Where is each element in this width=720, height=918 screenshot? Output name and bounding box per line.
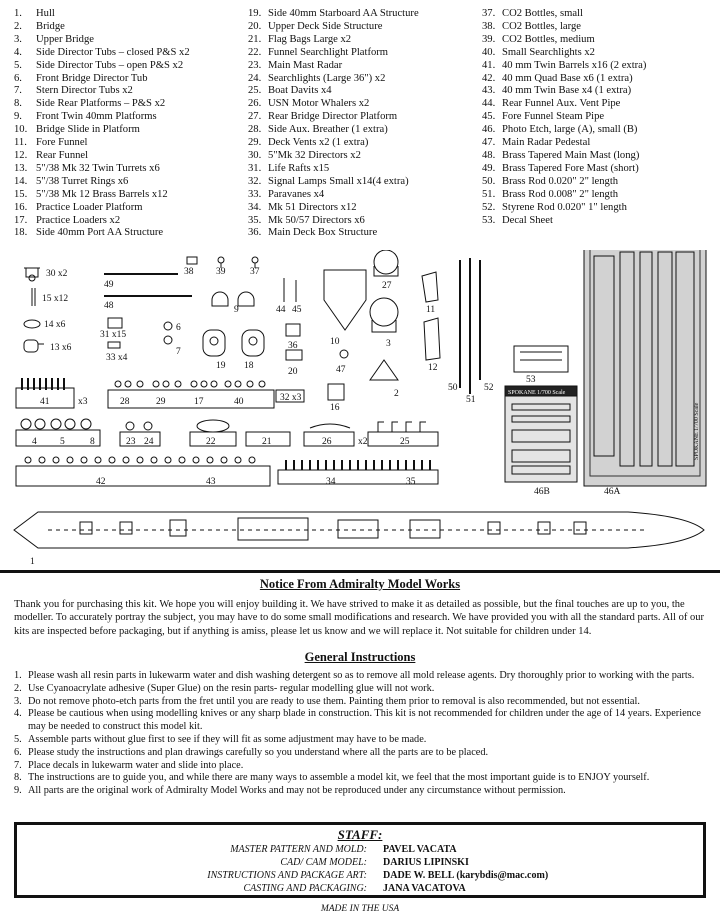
label-19: 19: [216, 361, 226, 371]
part-label: 40 mm Quad Base x6 (1 extra): [502, 72, 633, 84]
part-47-pedestal-drawing: [340, 350, 348, 358]
part-number: 32.: [248, 175, 262, 187]
label-25: 25: [400, 437, 410, 447]
part-number: 48.: [482, 149, 496, 161]
part-number: 9.: [14, 111, 22, 123]
part-label: Flag Bags Large x2: [268, 33, 352, 45]
staff-title: STAFF:: [337, 827, 383, 842]
label-36: 36: [288, 341, 298, 351]
instruction-item: [14, 683, 710, 696]
staff-role: MASTER PATTERN AND MOLD:: [230, 844, 367, 855]
label-2: 2: [394, 389, 399, 399]
part-item: [14, 47, 248, 60]
part-item: [14, 124, 248, 137]
part-number: 11.: [14, 137, 27, 149]
part-label: 5"/38 Mk 12 Brass Barrels x12: [36, 188, 168, 200]
part-number: 28.: [248, 124, 262, 136]
part-item: [248, 202, 482, 215]
part-4-5-8-drawing: [16, 419, 100, 446]
staff-name: PAVEL VACATA: [383, 844, 457, 855]
label-8: 8: [90, 437, 95, 447]
part-label: Fore Funnel: [36, 137, 88, 149]
part-number: 1.: [14, 8, 22, 19]
label-42: 42: [96, 477, 106, 487]
part-label: Bridge: [36, 20, 65, 32]
part-item: [14, 73, 248, 86]
fret-large-scale-label: SPOKANE 1/700 Scale: [694, 402, 700, 460]
label-11: 11: [426, 305, 436, 315]
part-15-barrel-drawing: [32, 288, 35, 306]
label-24: 24: [144, 437, 154, 447]
part-number: 46.: [482, 124, 496, 136]
part-item: [14, 202, 248, 215]
part-label: Side Rear Platforms – P&S x2: [36, 98, 166, 110]
part-item: [248, 150, 482, 163]
label-27: 27: [382, 281, 392, 291]
label-40: 40: [234, 397, 244, 407]
part-number: 29.: [248, 137, 262, 149]
part-number: 30.: [248, 149, 262, 161]
instruction-text: Use Cyanoacrylate adhesive (Super Glue) on the resin parts- regular modelling glue will not work.: [28, 682, 435, 694]
label-26-x2: x2: [358, 437, 368, 447]
part-label: 40 mm Twin Base x4 (1 extra): [502, 85, 632, 97]
part-label: Upper Bridge: [36, 33, 94, 45]
instruction-text: Please study the instructions and plan drawings carefully so you understand where all the parts are to be placed.: [28, 746, 489, 758]
part-number: 44.: [482, 98, 496, 110]
part-46b-fret-drawing: [505, 386, 577, 482]
part-item: [248, 47, 482, 60]
part-number: 22.: [248, 46, 262, 58]
instruction-item: [14, 747, 710, 760]
part-item: [482, 98, 714, 111]
part-12-funnel-drawing: [424, 318, 440, 360]
part-36-box-drawing: [286, 324, 300, 336]
made-in-footer: MADE IN THE USA: [320, 904, 400, 914]
part-label: Deck Vents x2 (1 extra): [268, 137, 369, 149]
part-item: [482, 124, 714, 137]
part-6-7-tubs-drawing: [164, 322, 172, 344]
label-37: 37: [250, 267, 260, 277]
part-19-structure-drawing: [203, 330, 225, 356]
part-11-funnel-drawing: [422, 272, 438, 302]
label-6: 6: [176, 323, 181, 333]
part-number: 4.: [14, 46, 22, 58]
part-label: Brass Tapered Main Mast (long): [502, 149, 640, 161]
part-number: 13.: [14, 162, 28, 174]
part-number: 10.: [14, 124, 28, 136]
part-number: 52.: [482, 201, 496, 213]
part-item: [248, 137, 482, 150]
part-number: 37.: [482, 8, 496, 19]
part-number: 40.: [482, 46, 496, 58]
part-9-platform-drawing: [212, 292, 254, 306]
part-label: Styrene Rod 0.020" 1" length: [502, 201, 627, 213]
part-number: 3.: [14, 33, 22, 45]
label-7: 7: [176, 347, 181, 357]
part-number: 36.: [248, 227, 262, 239]
label-1: 1: [30, 557, 35, 567]
part-label: Main Deck Box Structure: [268, 227, 378, 239]
part-item: [248, 111, 482, 124]
part-item: [482, 73, 714, 86]
part-item: [14, 176, 248, 189]
part-label: Side Aux. Breather (1 extra): [268, 124, 388, 136]
label-23: 23: [126, 437, 136, 447]
part-label: Main Mast Radar: [268, 59, 343, 71]
part-number: 15.: [14, 188, 28, 200]
label-34: 34: [326, 477, 336, 487]
label-32: 32 x3: [280, 393, 302, 403]
part-item: [482, 34, 714, 47]
part-number: 51.: [482, 188, 496, 200]
part-label: Signal Lamps Small x14(4 extra): [268, 175, 409, 187]
part-label: Decal Sheet: [502, 214, 553, 226]
part-item: [248, 215, 482, 228]
part-item: [482, 189, 714, 202]
label-20: 20: [288, 367, 298, 377]
part-item: [248, 98, 482, 111]
part-item: [248, 124, 482, 137]
part-label: Rear Bridge Director Platform: [268, 111, 398, 123]
label-41-x3: x3: [78, 397, 88, 407]
part-number: 53.: [482, 214, 496, 226]
part-10-platform-drawing: [324, 270, 366, 330]
instruction-text: Please wash all resin parts in lukewarm water and dish washing detergent so as to remove all mold release agents. Dry thoroughly prior to working with the parts.: [28, 670, 695, 681]
staff-name: DADE W. BELL (karybdis@mac.com): [383, 870, 549, 881]
instruction-number: 5.: [14, 733, 22, 745]
staff-role: CAD/ CAM MODEL:: [280, 857, 367, 868]
part-item: [14, 111, 248, 124]
label-17: 17: [194, 397, 204, 407]
part-item: [482, 215, 714, 228]
part-item: [482, 47, 714, 60]
part-item: [248, 34, 482, 47]
instruction-item: [14, 785, 710, 798]
part-46a-fret-drawing: [584, 250, 706, 486]
part-number: 18.: [14, 227, 28, 239]
part-number: 49.: [482, 162, 496, 174]
label-21: 21: [262, 437, 272, 447]
label-44: 44: [276, 305, 286, 315]
part-number: 6.: [14, 72, 22, 84]
part-38-bottles-drawing: [187, 257, 197, 264]
part-label: Side Director Tubs – open P&S x2: [36, 59, 184, 71]
part-item: [14, 215, 248, 228]
part-number: 27.: [248, 111, 262, 123]
part-item: [14, 227, 248, 240]
label-41: 41: [40, 397, 50, 407]
part-2-bridge-drawing: [370, 360, 398, 380]
part-31-raft-drawing: [108, 318, 122, 328]
part-label: Bridge Slide in Platform: [36, 124, 140, 136]
part-item: [482, 85, 714, 98]
staff-role: CASTING AND PACKAGING:: [243, 883, 367, 894]
part-number: 2.: [14, 20, 22, 32]
part-53-decal-drawing: [514, 346, 568, 372]
instruction-text: Please be cautious when using modelling knives or any sharp blade in construction. This kit is not recommended for children under the age of 14 years. Experience may be needed to construct this model kit.: [28, 708, 701, 733]
label-51: 51: [466, 395, 476, 405]
part-label: Searchlights (Large 36") x2: [268, 72, 386, 84]
part-label: Mk 50/57 Directors x6: [268, 214, 365, 226]
label-3: 3: [386, 339, 391, 349]
label-15: 15 x12: [42, 294, 69, 304]
part-item: [248, 73, 482, 86]
part-number: 31.: [248, 162, 262, 174]
instruction-text: Do not remove photo-etch parts from the fret until you are ready to use them. Painting them prior to removal is also recommended, but not essential.: [28, 695, 640, 707]
label-9: 9: [234, 305, 239, 315]
part-item: [482, 176, 714, 189]
instruction-text: Assemble parts without glue first to see if they will fit as some adjustment may have to be made.: [28, 733, 427, 745]
part-number: 16.: [14, 201, 28, 213]
label-4: 4: [32, 437, 37, 447]
part-number: 24.: [248, 72, 262, 84]
instruction-item: [14, 708, 710, 734]
part-item: [248, 85, 482, 98]
instruction-item: [14, 772, 710, 785]
part-number: 38.: [482, 20, 496, 32]
part-label: Rear Funnel Aux. Vent Pipe: [502, 98, 621, 110]
instruction-number: 8.: [14, 772, 22, 784]
part-label: USN Motor Whalers x2: [268, 98, 370, 110]
part-number: 23.: [248, 59, 262, 71]
part-44-45-pipes-drawing: [284, 278, 296, 302]
part-item: [248, 227, 482, 240]
part-item: [14, 60, 248, 73]
instruction-number: 6.: [14, 746, 22, 758]
part-label: Brass Tapered Fore Mast (short): [502, 162, 639, 174]
part-item: [248, 176, 482, 189]
part-13-turret-drawing: [24, 340, 44, 352]
part-33-paravane-drawing: [108, 342, 120, 348]
label-30: 30 x2: [46, 269, 68, 279]
part-item: [14, 150, 248, 163]
part-number: 20.: [248, 20, 262, 32]
part-item: [482, 163, 714, 176]
label-48: 48: [104, 301, 114, 311]
instruction-number: 3.: [14, 695, 22, 707]
part-item: [248, 60, 482, 73]
section-divider: [0, 570, 720, 573]
parts-diagram: [8, 250, 712, 568]
part-label: Side 40mm Port AA Structure: [36, 227, 164, 239]
label-38: 38: [184, 267, 194, 277]
part-label: CO2 Bottles, large: [502, 20, 581, 32]
part-18-structure-drawing: [242, 330, 264, 356]
part-item: [14, 189, 248, 202]
part-item: [482, 111, 714, 124]
label-31: 31 x15: [100, 330, 127, 340]
part-item: [248, 189, 482, 202]
part-number: 17.: [14, 214, 28, 226]
label-13: 13 x6: [50, 343, 72, 353]
part-item: [482, 8, 714, 21]
part-label: 40 mm Twin Barrels x16 (2 extra): [502, 59, 647, 71]
instruction-item: [14, 760, 710, 773]
part-label: Hull: [36, 8, 55, 19]
part-item: [14, 8, 248, 21]
part-label: Side Director Tubs – closed P&S x2: [36, 46, 190, 58]
part-item: [482, 60, 714, 73]
part-item: [248, 21, 482, 34]
part-label: Mk 51 Directors x12: [268, 201, 357, 213]
general-instructions-title: General Instructions: [304, 650, 416, 664]
staff-name: DARIUS LIPINSKI: [383, 857, 469, 868]
part-20-structure-drawing: [286, 350, 302, 360]
part-number: 12.: [14, 149, 28, 161]
parts-column-3: [482, 8, 714, 244]
label-49: 49: [104, 280, 114, 290]
part-number: 21.: [248, 33, 262, 45]
label-53: 53: [526, 375, 536, 385]
label-52: 52: [484, 383, 494, 393]
instruction-item: [14, 734, 710, 747]
part-label: Funnel Searchlight Platform: [268, 46, 389, 58]
part-label: Boat Davits x4: [268, 85, 332, 97]
instruction-text: All parts are the original work of Admiralty Model Works and may not be reproduced under any circumstance without permission.: [28, 785, 566, 797]
general-instructions-list: [14, 670, 710, 798]
label-35: 35: [406, 477, 416, 487]
part-label: Small Searchlights x2: [502, 46, 595, 58]
part-label: 5"/38 Mk 32 Twin Turrets x6: [36, 162, 160, 174]
part-label: Photo Etch, large (A), small (B): [502, 124, 638, 136]
part-number: 34.: [248, 201, 262, 213]
instruction-item: [14, 670, 710, 683]
part-label: CO2 Bottles, medium: [502, 33, 595, 45]
label-16: 16: [330, 403, 340, 413]
part-label: Front Bridge Director Tub: [36, 72, 148, 84]
part-number: 50.: [482, 175, 496, 187]
label-47: 47: [336, 365, 346, 375]
part-1-hull-drawing: [14, 512, 704, 548]
label-26: 26: [322, 437, 332, 447]
part-label: Front Twin 40mm Platforms: [36, 111, 157, 123]
instruction-number: 9.: [14, 785, 22, 797]
part-number: 14.: [14, 175, 28, 187]
fret-small-scale-label: SPOKANE 1/700 Scale: [508, 390, 566, 396]
parts-column-1: [14, 8, 248, 244]
instruction-number: 2.: [14, 682, 22, 694]
label-29: 29: [156, 397, 166, 407]
part-label: Fore Funnel Steam Pipe: [502, 111, 605, 123]
label-45: 45: [292, 305, 302, 315]
label-14: 14 x6: [44, 320, 66, 330]
part-item: [14, 34, 248, 47]
part-label: Side 40mm Starboard AA Structure: [268, 8, 419, 19]
label-39: 39: [216, 267, 226, 277]
part-number: 43.: [482, 85, 496, 97]
part-number: 41.: [482, 59, 496, 71]
part-30-director-drawing: [24, 268, 40, 281]
part-label: 5"Mk 32 Directors x2: [268, 149, 361, 161]
part-label: 5"/38 Turret Rings x6: [36, 175, 129, 187]
instruction-text: Place decals in lukewarm water and slide into place.: [28, 759, 244, 771]
part-item: [14, 98, 248, 111]
part-number: 5.: [14, 59, 22, 71]
part-3-bridge-drawing: [370, 298, 398, 332]
part-number: 33.: [248, 188, 262, 200]
part-number: 7.: [14, 85, 22, 97]
part-label: Stern Director Tubs x2: [36, 85, 133, 97]
part-42-43-bases-drawing: [16, 457, 270, 486]
label-5: 5: [60, 437, 65, 447]
part-16-platform-drawing: [328, 384, 344, 400]
part-number: 25.: [248, 85, 262, 97]
parts-column-2: [248, 8, 482, 244]
label-46a: 46A: [604, 487, 621, 497]
label-22: 22: [206, 437, 216, 447]
notice-title: Notice From Admiralty Model Works: [259, 577, 461, 591]
part-label: Main Radar Pedestal: [502, 137, 591, 149]
part-item: [14, 85, 248, 98]
instruction-item: [14, 696, 710, 709]
label-33: 33 x4: [106, 353, 128, 363]
label-10: 10: [330, 337, 340, 347]
label-18: 18: [244, 361, 254, 371]
part-label: Brass Rod 0.020" 2" length: [502, 175, 619, 187]
part-number: 45.: [482, 111, 496, 123]
staff-name: JANA VACATOVA: [383, 883, 466, 894]
part-number: 26.: [248, 98, 262, 110]
part-label: Practice Loaders x2: [36, 214, 121, 226]
part-label: CO2 Bottles, small: [502, 8, 583, 19]
part-item: [14, 21, 248, 34]
label-43: 43: [206, 477, 216, 487]
part-item: [482, 137, 714, 150]
part-label: Brass Rod 0.008" 2" length: [502, 188, 619, 200]
part-27-platform-drawing: [374, 250, 398, 276]
part-label: Rear Funnel: [36, 149, 89, 161]
label-12: 12: [428, 363, 438, 373]
part-item: [248, 8, 482, 21]
part-number: 35.: [248, 214, 262, 226]
instruction-number: 4.: [14, 708, 22, 720]
part-item: [248, 163, 482, 176]
part-label: Upper Deck Side Structure: [268, 20, 383, 32]
part-number: 39.: [482, 33, 496, 45]
parts-list: [14, 8, 714, 244]
part-number: 19.: [248, 8, 262, 19]
part-item: [14, 137, 248, 150]
label-28: 28: [120, 397, 130, 407]
part-item: [14, 163, 248, 176]
instruction-number: 7.: [14, 759, 22, 771]
part-label: Life Rafts x15: [268, 162, 330, 174]
label-46b: 46B: [534, 487, 550, 497]
staff-box: [14, 822, 706, 898]
label-50: 50: [448, 383, 458, 393]
notice-body: Thank you for purchasing this kit. We hope you will enjoy building it. We have strived to make it as detailed as possible, but the final touches are up to you, the modeller. To accurately portray the subject, you may have to do some small modifications and research. We have provided you with all the standard parts. All of our kits are inspected before packaging, but if anything is amiss, please let us know and we will replace it. Not suitable for children under 14.: [14, 599, 704, 637]
part-28-29-17-40-drawing: [108, 381, 274, 408]
part-label: Practice Loader Platform: [36, 201, 143, 213]
part-item: [482, 202, 714, 215]
part-item: [482, 21, 714, 34]
part-item: [482, 150, 714, 163]
part-number: 47.: [482, 137, 496, 149]
instruction-number: 1.: [14, 670, 22, 681]
part-label: Paravanes x4: [268, 188, 325, 200]
part-14-ring-drawing: [24, 320, 40, 328]
part-number: 8.: [14, 98, 22, 110]
staff-role: INSTRUCTIONS AND PACKAGE ART:: [207, 870, 367, 881]
part-number: 42.: [482, 72, 496, 84]
instruction-text: The instructions are to guide you, and while there are many ways to assemble a model kit, we feel that the most important guide is to ENJOY yourself.: [28, 772, 650, 784]
